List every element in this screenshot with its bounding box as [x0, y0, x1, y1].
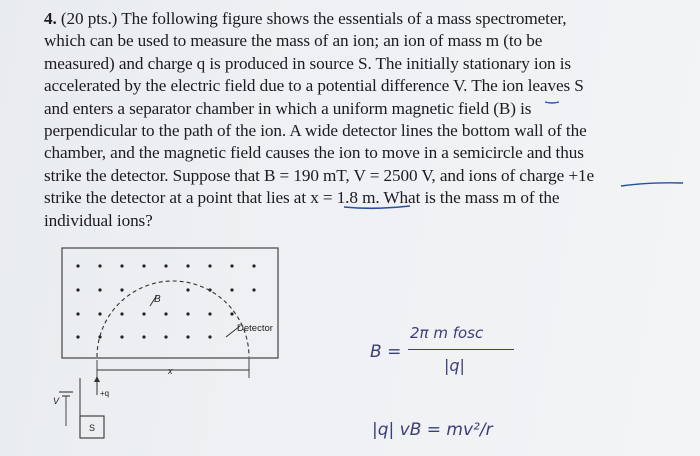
- eq1-lhs: B =: [370, 342, 402, 362]
- chamber-box: [62, 248, 278, 358]
- problem-line-1-text: The following figure shows the essentials of a mass spectrometer,: [121, 9, 567, 28]
- problem-line-10: individual ions?: [44, 210, 153, 230]
- eq1-numerator: 2π m fosc: [410, 324, 484, 342]
- problem-number: 4.: [44, 9, 57, 28]
- eq1-denominator: |q|: [444, 356, 465, 375]
- problem-line-5: and enters a separator chamber in which a uniform magnetic field (B) is: [44, 98, 532, 118]
- x-label: x: [168, 366, 173, 376]
- problem-line-4: accelerated by the electric field due to a potential difference V. The ion leaves S: [44, 76, 584, 96]
- handwritten-eq2: |q| vB = mv²/r: [372, 420, 493, 440]
- problem-line-8: strike the detector. Suppose that B = 190 mT, V = 2500 V, and ions of charge +1e: [44, 165, 595, 185]
- source-label: S: [89, 423, 96, 433]
- ion-entry-arrowhead: [94, 376, 100, 382]
- problem-line-9: strike the detector at a point that lies at x = 1.8 m. What is the mass m of the: [44, 188, 560, 208]
- charge-label: +q: [100, 389, 110, 398]
- eq1-fraction-bar: [408, 349, 514, 350]
- problem-line-7: chamber, and the magnetic field causes the ion to move in a semicircle and thus: [44, 143, 584, 163]
- v-label: V: [53, 396, 60, 406]
- b-label: B: [154, 294, 161, 305]
- problem-line-3: measured) and charge q is produced in source S. The initially stationary ion is: [44, 53, 572, 73]
- detector-label: Detector: [237, 323, 273, 334]
- problem-line-2: which can be used to measure the mass of an ion; an ion of mass m (to be: [44, 31, 543, 51]
- problem-line-6: perpendicular to the path of the ion. A wide detector lines the bottom wall of the: [44, 121, 587, 141]
- problem-points: (20 pts.): [60, 9, 118, 28]
- ion-path: [97, 281, 249, 357]
